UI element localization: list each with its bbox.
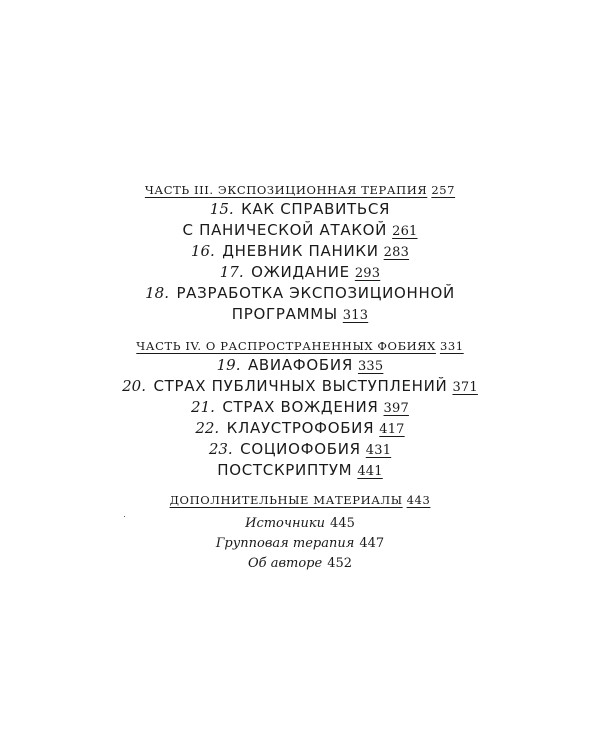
toc-entry [0,439,600,460]
chapter-number: 21. [191,398,215,416]
part-4-title: ЧАСТЬ IV. О РАСПРОСТРАНЕННЫХ ФОБИЯХ [136,339,436,353]
chapter-number: 20. [122,377,146,395]
toc-entry [0,355,600,376]
chapter-page: 417 [379,422,405,437]
appendix-title: Об авторе [247,556,323,571]
chapter-page: 335 [357,359,384,374]
extras-page: 443 [406,493,431,507]
chapter-number: 19. [216,356,241,374]
chapter-number: 23. [208,440,233,458]
extras-heading [0,491,600,509]
chapter-title: КЛАУСТРОФОБИЯ [226,419,375,437]
chapter-number: 16. [190,242,215,260]
chapter-page: 397 [383,401,409,416]
appendix-page: 445 [330,516,355,531]
chapter-title: СТРАХ ПУБЛИЧНЫХ ВЫСТУПЛЕНИЙ [153,377,448,395]
chapter-page: 313 [342,308,369,323]
chapter-title: ОЖИДАНИЕ [251,263,350,281]
toc-entry [0,199,600,220]
toc-entry [0,241,600,262]
toc-entry [0,283,600,304]
chapter-title: СОЦИОФОБИЯ [240,440,361,458]
chapter-number: 18. [145,284,169,302]
chapter-page: 261 [392,224,418,239]
chapter-title: СТРАХ ВОЖДЕНИЯ [222,398,379,416]
toc-entry [0,220,600,241]
toc-entry [0,262,600,283]
scan-speck [124,516,125,517]
toc-entry [0,418,600,439]
part-3-title: ЧАСТЬ III. ЭКСПОЗИЦИОННАЯ ТЕРАПИЯ [144,183,428,197]
chapter-title: АВИАФОБИЯ [247,356,353,374]
appendix-page: 452 [327,556,353,571]
appendix-page: 447 [359,536,385,551]
part-4-page: 331 [439,339,464,353]
toc-entry [0,376,600,397]
appendix-entry [0,534,600,554]
section-spacer [0,325,600,337]
extras-title: ДОПОЛНИТЕЛЬНЫЕ МАТЕРИАЛЫ [169,493,403,507]
appendix-entry [0,514,600,534]
chapter-title: ПРОГРАММЫ [231,305,338,323]
part-4-heading [0,337,600,355]
chapter-title: ДНЕВНИК ПАНИКИ [222,242,379,260]
appendix-title: Групповая терапия [215,536,355,551]
section-spacer [0,481,600,491]
appendix-entry [0,554,600,574]
part-3-page: 257 [431,183,456,197]
toc-entry [0,460,600,481]
table-of-contents [0,181,600,574]
chapter-title: ПОСТСКРИПТУМ [217,461,353,479]
chapter-title: КАК СПРАВИТЬСЯ [241,200,391,218]
part-3-heading [0,181,600,199]
chapter-number: 15. [209,200,234,218]
toc-entry [0,304,600,325]
chapter-number: 22. [195,419,220,437]
chapter-page: 283 [383,245,410,260]
chapter-page: 371 [452,380,478,395]
chapter-title: С ПАНИЧЕСКОЙ АТАКОЙ [182,221,388,239]
chapter-title: РАЗРАБОТКА ЭКСПОЗИЦИОННОЙ [176,284,455,302]
chapter-page: 293 [354,266,381,281]
toc-entry [0,397,600,418]
appendix-title: Источники [245,516,326,531]
chapter-page: 441 [357,464,383,479]
chapter-number: 17. [219,263,244,281]
chapter-page: 431 [365,443,392,458]
